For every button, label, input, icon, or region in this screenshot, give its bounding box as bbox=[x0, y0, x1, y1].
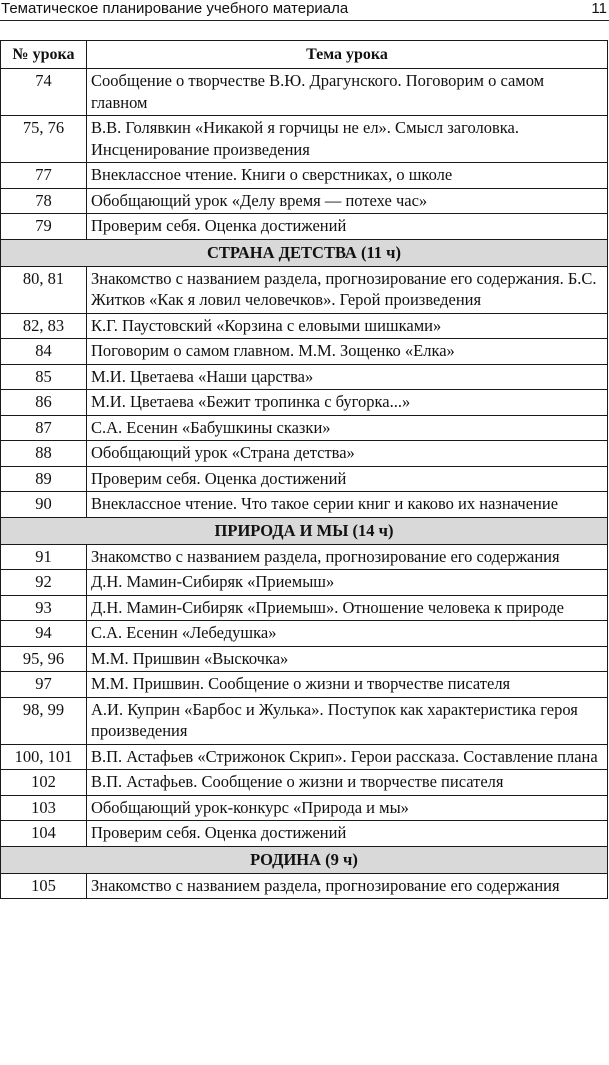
table-row bbox=[1, 163, 608, 189]
lesson-number: 92 bbox=[1, 570, 87, 596]
lesson-topic: Внеклассное чтение. Книги о сверстниках, о школе bbox=[87, 163, 608, 189]
lesson-number: 74 bbox=[1, 69, 87, 116]
table-row bbox=[1, 313, 608, 339]
lesson-topic: В.В. Голявкин «Никакой я горчицы не ел». Смысл заголовка. Инсценирование произведения bbox=[87, 116, 608, 163]
lesson-topic: А.И. Куприн «Барбос и Жулька». Поступок как характеристика героя произведения bbox=[87, 697, 608, 744]
lesson-topic: В.П. Астафьев. Сообщение о жизни и творчестве писателя bbox=[87, 770, 608, 796]
lesson-topic: Д.Н. Мамин-Сибиряк «Приемыш». Отношение человека к природе bbox=[87, 595, 608, 621]
table-row bbox=[1, 795, 608, 821]
lesson-number: 82, 83 bbox=[1, 313, 87, 339]
lesson-topic: К.Г. Паустовский «Корзина с еловыми шишками» bbox=[87, 313, 608, 339]
lesson-topic: Проверим себя. Оценка достижений bbox=[87, 214, 608, 240]
lesson-topic: Поговорим о самом главном. М.М. Зощенко «Елка» bbox=[87, 339, 608, 365]
section-header-row bbox=[1, 846, 608, 873]
lesson-topic: Внеклассное чтение. Что такое серии книг и каково их назначение bbox=[87, 492, 608, 518]
lesson-number: 98, 99 bbox=[1, 697, 87, 744]
lesson-plan-table bbox=[0, 40, 608, 899]
lesson-number: 102 bbox=[1, 770, 87, 796]
column-header-lesson-topic: Тема урока bbox=[87, 41, 608, 69]
lesson-topic: Д.Н. Мамин-Сибиряк «Приемыш» bbox=[87, 570, 608, 596]
lesson-number: 85 bbox=[1, 364, 87, 390]
lesson-topic: М.И. Цветаева «Бежит тропинка с бугорка...» bbox=[87, 390, 608, 416]
lesson-topic: Знакомство с названием раздела, прогнозирование его содержания. Б.С. Житков «Как я ловил человечков». Герой произведения bbox=[87, 266, 608, 313]
column-header-lesson-number: № урока bbox=[1, 41, 87, 69]
lesson-number: 89 bbox=[1, 466, 87, 492]
lesson-topic: М.М. Пришвин «Выскочка» bbox=[87, 646, 608, 672]
section-header-row bbox=[1, 517, 608, 544]
table-row bbox=[1, 873, 608, 899]
table-row bbox=[1, 214, 608, 240]
lesson-number: 87 bbox=[1, 415, 87, 441]
lesson-number: 78 bbox=[1, 188, 87, 214]
lesson-number: 97 bbox=[1, 672, 87, 698]
lesson-topic: Проверим себя. Оценка достижений bbox=[87, 466, 608, 492]
lesson-topic: Обобщающий урок-конкурс «Природа и мы» bbox=[87, 795, 608, 821]
table-row bbox=[1, 697, 608, 744]
lesson-topic: С.А. Есенин «Бабушкины сказки» bbox=[87, 415, 608, 441]
lesson-topic: М.М. Пришвин. Сообщение о жизни и творчестве писателя bbox=[87, 672, 608, 698]
table-row bbox=[1, 390, 608, 416]
lesson-number: 103 bbox=[1, 795, 87, 821]
lesson-number: 79 bbox=[1, 214, 87, 240]
table-row bbox=[1, 646, 608, 672]
lesson-number: 86 bbox=[1, 390, 87, 416]
table-row bbox=[1, 69, 608, 116]
lesson-number: 93 bbox=[1, 595, 87, 621]
lesson-topic: Обобщающий урок «Делу время — потехе час» bbox=[87, 188, 608, 214]
table-row bbox=[1, 770, 608, 796]
table-row bbox=[1, 570, 608, 596]
lesson-number: 100, 101 bbox=[1, 744, 87, 770]
page-header bbox=[0, 0, 609, 21]
table-row bbox=[1, 441, 608, 467]
lesson-number: 90 bbox=[1, 492, 87, 518]
table-row bbox=[1, 744, 608, 770]
lesson-topic: Проверим себя. Оценка достижений bbox=[87, 821, 608, 847]
lesson-number: 77 bbox=[1, 163, 87, 189]
section-title: ПРИРОДА И МЫ (14 ч) bbox=[1, 517, 608, 544]
lesson-number: 105 bbox=[1, 873, 87, 899]
table-row bbox=[1, 339, 608, 365]
lesson-number: 88 bbox=[1, 441, 87, 467]
table-row bbox=[1, 188, 608, 214]
lesson-topic: В.П. Астафьев «Стрижонок Скрип». Герои рассказа. Составление плана bbox=[87, 744, 608, 770]
table-row bbox=[1, 415, 608, 441]
lesson-topic: Знакомство с названием раздела, прогнозирование его содержания bbox=[87, 544, 608, 570]
table-header-row bbox=[1, 41, 608, 69]
lesson-topic: Сообщение о творчестве В.Ю. Драгунского. Поговорим о самом главном bbox=[87, 69, 608, 116]
lesson-number: 91 bbox=[1, 544, 87, 570]
lesson-number: 95, 96 bbox=[1, 646, 87, 672]
page-number: 11 bbox=[591, 0, 607, 17]
table-row bbox=[1, 621, 608, 647]
lesson-topic: С.А. Есенин «Лебедушка» bbox=[87, 621, 608, 647]
page-header-title: Тематическое планирование учебного материала bbox=[1, 0, 349, 17]
lesson-number: 84 bbox=[1, 339, 87, 365]
section-header-row bbox=[1, 239, 608, 266]
section-title: РОДИНА (9 ч) bbox=[1, 846, 608, 873]
section-title: СТРАНА ДЕТСТВА (11 ч) bbox=[1, 239, 608, 266]
lesson-topic: М.И. Цветаева «Наши царства» bbox=[87, 364, 608, 390]
table-row bbox=[1, 492, 608, 518]
lesson-topic: Знакомство с названием раздела, прогнозирование его содержания bbox=[87, 873, 608, 899]
table-row bbox=[1, 266, 608, 313]
lesson-number: 104 bbox=[1, 821, 87, 847]
table-row bbox=[1, 544, 608, 570]
lesson-number: 75, 76 bbox=[1, 116, 87, 163]
table-row bbox=[1, 672, 608, 698]
lesson-number: 80, 81 bbox=[1, 266, 87, 313]
table-row bbox=[1, 364, 608, 390]
lesson-number: 94 bbox=[1, 621, 87, 647]
lesson-topic: Обобщающий урок «Страна детства» bbox=[87, 441, 608, 467]
table-row bbox=[1, 466, 608, 492]
table-row bbox=[1, 116, 608, 163]
table-row bbox=[1, 595, 608, 621]
table-row bbox=[1, 821, 608, 847]
